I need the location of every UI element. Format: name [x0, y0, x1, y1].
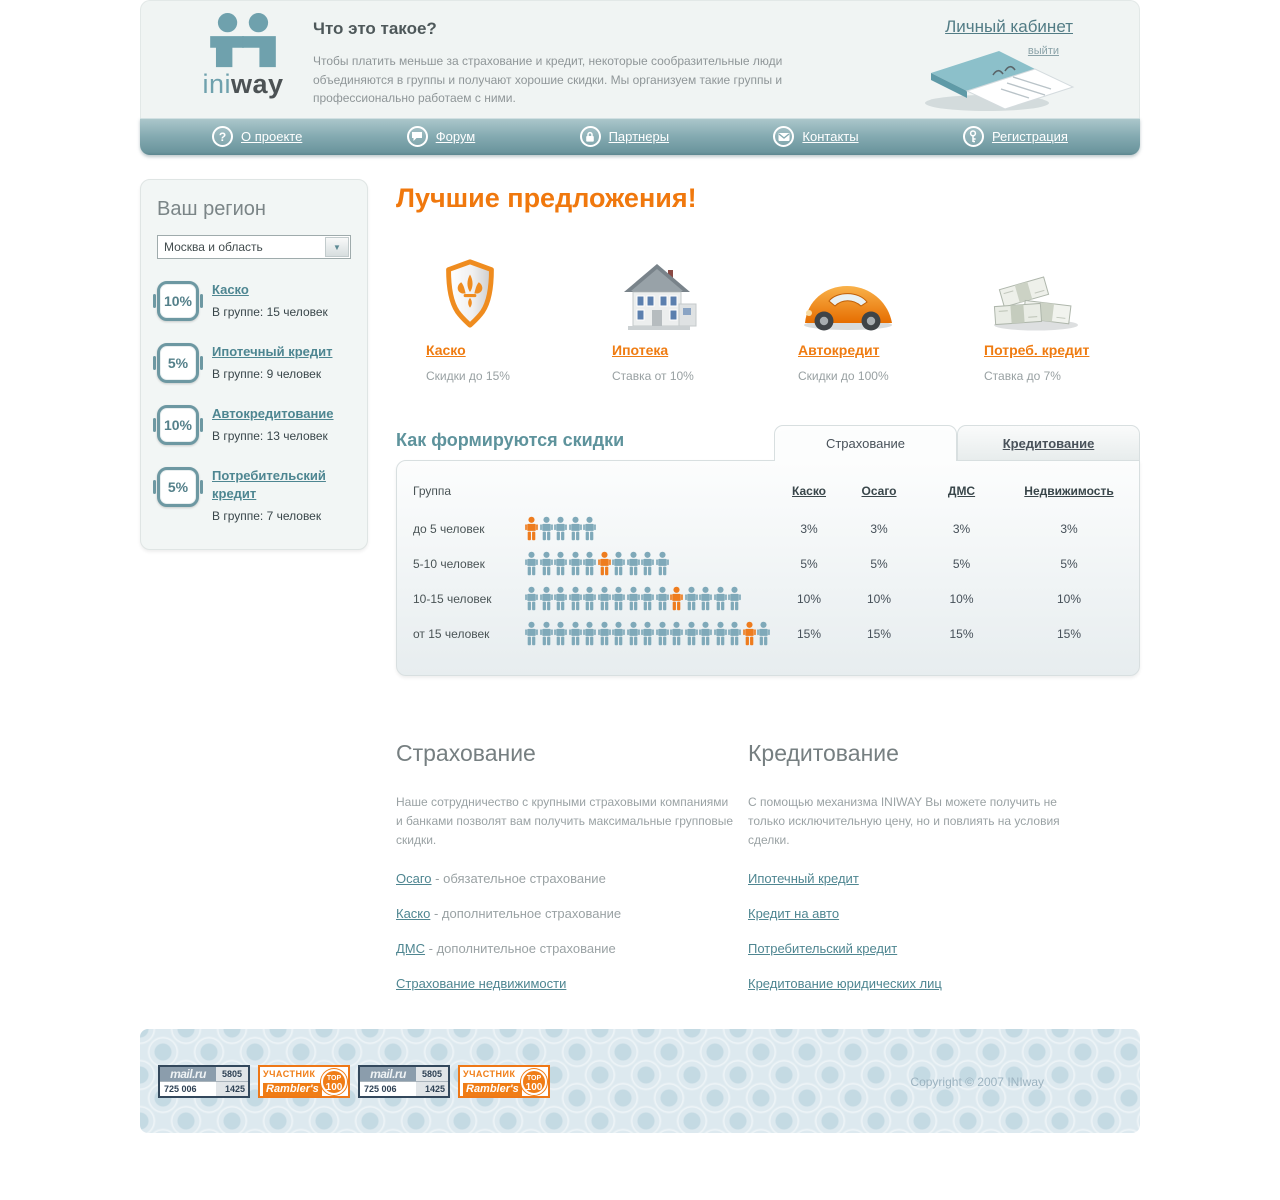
person-icon	[525, 621, 538, 646]
column-header-kasko[interactable]: Каско	[792, 484, 826, 498]
info-sections	[396, 740, 1140, 991]
link-dms[interactable]: ДМС	[396, 940, 426, 956]
key-icon	[963, 126, 984, 147]
nav-item-forum[interactable]	[407, 126, 476, 147]
mailru-visitors: 725 006	[160, 1081, 216, 1096]
rambler-member-label: УЧАСТНИК	[463, 1068, 516, 1079]
header-intro	[313, 19, 893, 108]
person-icon	[598, 586, 611, 611]
link-realty-insurance[interactable]: Страхование недвижимости	[396, 975, 567, 991]
lock-icon	[580, 126, 601, 147]
person-icon	[569, 551, 582, 576]
logo-people-icon	[204, 13, 282, 69]
page	[140, 0, 1140, 1133]
discount-value: 15%	[1056, 626, 1082, 641]
link-row	[748, 976, 1126, 991]
offer-card-autocredit	[768, 250, 954, 383]
person-icon	[583, 516, 596, 541]
person-icon	[641, 586, 654, 611]
nav-link-forum[interactable]: Форум	[435, 129, 476, 144]
person-icon	[569, 586, 582, 611]
person-icon	[612, 586, 625, 611]
offer-subtitle: Скидки до 15%	[426, 369, 510, 383]
discount-value: 5%	[1060, 556, 1078, 571]
link-row	[748, 906, 1126, 921]
discounts-tabs	[774, 425, 1140, 461]
sidebar-offer-group: В группе: 15 человек	[212, 305, 328, 319]
person-icon	[583, 586, 596, 611]
discount-value: 10%	[796, 591, 822, 606]
person-icon	[685, 586, 698, 611]
link-mortgage-credit[interactable]: Ипотечный кредит	[748, 870, 859, 886]
discount-value: 15%	[796, 626, 822, 641]
offer-subtitle: Скидки до 100%	[798, 369, 889, 383]
link-row	[396, 976, 748, 991]
sidebar-offer-kasko	[157, 281, 351, 321]
chevron-down-icon[interactable]: ▼	[325, 237, 349, 257]
person-icon	[569, 621, 582, 646]
sidebar-offer-link[interactable]: Ипотечный кредит	[212, 344, 333, 359]
mailru-hits: 1425	[216, 1081, 248, 1096]
discount-value: 5%	[870, 556, 888, 571]
sidebar-offer-group: В группе: 9 человек	[212, 367, 322, 381]
table-header-row	[413, 477, 1129, 505]
person-icon	[670, 621, 683, 646]
person-icon	[656, 621, 669, 646]
section-text: С помощью механизма INIWAY Вы можете получить не только исключительную цену, но и повлиять на условия сделки.	[748, 795, 1060, 848]
sidebar-offer-consumer	[157, 467, 351, 523]
personal-cabinet-link[interactable]: Личный кабинет	[945, 17, 1073, 36]
person-icon	[554, 586, 567, 611]
person-icon-highlighted	[743, 621, 756, 646]
nav-item-about[interactable]	[212, 126, 302, 147]
logo-way: way	[230, 69, 284, 99]
person-icon	[699, 621, 712, 646]
tab-insurance[interactable]	[774, 425, 957, 461]
row-label: до 5 человек	[413, 521, 485, 536]
person-icon	[583, 551, 596, 576]
envelope-icon	[773, 126, 794, 147]
top100-number: 100	[525, 1081, 543, 1093]
discount-value: 3%	[952, 521, 971, 536]
rambler-brand: Rambler's	[263, 1083, 322, 1096]
column-header-dms[interactable]: ДМС	[947, 484, 976, 498]
chat-icon	[407, 126, 428, 147]
rambler-brand: Rambler's	[463, 1083, 522, 1096]
person-icon	[554, 551, 567, 576]
person-icon	[540, 516, 553, 541]
region-sidebar	[140, 179, 368, 550]
top100-icon	[321, 1069, 347, 1095]
offer-link-autocredit[interactable]: Автокредит	[798, 342, 880, 358]
section-title: Кредитование	[748, 740, 899, 766]
discount-badge: 5%	[157, 467, 199, 507]
sidebar-offer-link[interactable]: Потребительский кредит	[212, 468, 326, 501]
person-icon	[540, 586, 553, 611]
nav-link-about[interactable]: О проекте	[241, 129, 303, 144]
tab-label: Страхование	[825, 436, 906, 451]
person-icon	[569, 516, 582, 541]
offer-card-consumer	[954, 250, 1140, 383]
mailru-top-value: 5805	[416, 1067, 448, 1082]
person-icon	[525, 551, 538, 576]
person-icon	[598, 621, 611, 646]
mailru-hits: 1425	[416, 1081, 448, 1096]
logo[interactable]	[185, 13, 301, 98]
offer-link-mortgage[interactable]: Ипотека	[612, 342, 669, 358]
logo-text	[185, 71, 301, 98]
link-row	[748, 871, 1126, 886]
section-insurance	[396, 740, 748, 991]
person-icon	[656, 586, 669, 611]
row-label: от 15 человек	[413, 626, 490, 641]
top100-number: 100	[325, 1081, 343, 1093]
people-pictogram	[525, 516, 774, 541]
table-row	[413, 616, 1129, 651]
offer-link-consumer[interactable]: Потреб. кредит	[984, 342, 1090, 358]
person-icon	[641, 621, 654, 646]
person-icon	[525, 586, 538, 611]
discount-value: 5%	[952, 556, 971, 571]
sidebar-offer-autocredit	[157, 405, 351, 445]
rambler-member-label: УЧАСТНИК	[263, 1068, 316, 1079]
row-label: 5-10 человек	[413, 556, 485, 571]
header	[140, 0, 1140, 118]
house-icon[interactable]	[612, 250, 768, 332]
table-row	[413, 581, 1129, 616]
intro-text: Чтобы платить меньше за страхование и кредит, некоторые сообразительные люди объединяются в группы и получают хорошие скидки. Мы организуем такие группы и профессионально работаем с ними.	[313, 54, 783, 106]
mailru-counter-badge[interactable]	[158, 1065, 250, 1098]
person-icon	[627, 621, 640, 646]
best-offers-title: Лучшие предложения!	[396, 183, 697, 213]
footer	[140, 1029, 1140, 1133]
top100-top-label: TOP	[526, 1074, 542, 1082]
person-icon-highlighted	[598, 551, 611, 576]
nav-link-contacts[interactable]: Контакты	[802, 129, 859, 144]
sidebar-offer-group: В группе: 7 человек	[212, 509, 322, 523]
discount-value: 3%	[1060, 521, 1078, 536]
table-row	[413, 511, 1129, 546]
mailru-counter-badge[interactable]	[358, 1065, 450, 1098]
discount-value: 3%	[870, 521, 888, 536]
folder-icon	[909, 43, 1087, 115]
best-offers-row	[396, 250, 1140, 383]
offer-card-kasko	[396, 250, 582, 383]
person-icon	[612, 621, 625, 646]
copyright: Copyright © 2007 INIway	[910, 1074, 1044, 1089]
link-row	[748, 941, 1126, 956]
person-icon	[627, 551, 640, 576]
discount-value: 10%	[866, 591, 892, 606]
mailru-logo: mail.ru	[160, 1067, 216, 1082]
people-pictogram	[525, 621, 774, 646]
logout-link[interactable]: выйти	[1027, 45, 1059, 57]
person-icon	[699, 586, 712, 611]
person-icon	[540, 551, 553, 576]
mailru-top-value: 5805	[216, 1067, 248, 1082]
main-nav	[140, 118, 1140, 155]
link-osago[interactable]: Осаго	[396, 870, 432, 886]
person-icon	[540, 621, 553, 646]
sidebar-offer-link[interactable]: Каско	[212, 282, 249, 297]
question-icon: ?	[212, 126, 233, 147]
person-icon-highlighted	[525, 516, 538, 541]
discount-value: 15%	[949, 626, 974, 641]
link-row	[396, 906, 748, 921]
link-kasko[interactable]: Каско	[396, 905, 431, 921]
link-suffix: - дополнительное страхование	[430, 905, 622, 921]
region-select-value: Москва и область	[164, 240, 263, 254]
mailru-visitors: 725 006	[360, 1081, 416, 1096]
discount-value: 10%	[1056, 591, 1082, 606]
nav-link-registration[interactable]: Регистрация	[991, 129, 1068, 144]
person-icon	[728, 586, 741, 611]
logo-ini: ini	[202, 69, 231, 99]
link-suffix: - обязательное страхование	[431, 870, 606, 886]
offer-subtitle: Ставка до 7%	[984, 369, 1061, 383]
discounts-header	[396, 425, 1140, 461]
page-title: Что это такое?	[313, 19, 437, 38]
link-suffix: - дополнительное страхование	[425, 940, 616, 956]
people-pictogram	[525, 586, 774, 611]
top100-icon	[521, 1069, 547, 1095]
counter-badges	[158, 1065, 550, 1098]
person-icon	[612, 551, 625, 576]
discount-badge: 10%	[157, 405, 199, 445]
offer-subtitle: Ставка от 10%	[612, 369, 694, 383]
discount-value: 15%	[866, 626, 892, 641]
section-text: Наше сотрудничество с крупными страховыми компаниями и банками позволят вам получить максимальные групповые скидки.	[396, 795, 734, 848]
rambler-top100-badge[interactable]	[258, 1065, 350, 1098]
person-icon	[641, 551, 654, 576]
region-select[interactable]	[157, 235, 351, 259]
nav-item-partners[interactable]	[580, 126, 669, 147]
section-credit	[748, 740, 1126, 991]
link-auto-credit[interactable]: Кредит на авто	[748, 905, 840, 921]
nav-item-registration[interactable]	[963, 126, 1068, 147]
sidebar-offer-group: В группе: 13 человек	[212, 429, 328, 443]
sidebar-offer-link[interactable]: Автокредитование	[212, 406, 334, 421]
tab-label: Кредитование	[1002, 436, 1095, 451]
nav-link-partners[interactable]: Партнеры	[608, 129, 670, 144]
column-header-realty[interactable]: Недвижимость	[1024, 484, 1114, 498]
link-consumer-credit[interactable]: Потребительский кредит	[748, 940, 898, 956]
discounts-title: Как формируются скидки	[396, 430, 625, 450]
person-icon	[757, 621, 770, 646]
offer-card-mortgage	[582, 250, 768, 383]
person-icon	[714, 586, 727, 611]
link-row	[396, 871, 748, 886]
row-label: 10-15 человек	[413, 591, 492, 606]
person-icon	[627, 586, 640, 611]
top100-top-label: TOP	[326, 1074, 342, 1082]
people-pictogram	[525, 551, 774, 576]
money-icon[interactable]	[984, 250, 1140, 332]
discount-badge: 5%	[157, 343, 199, 383]
rambler-top100-badge[interactable]	[458, 1065, 550, 1098]
person-icon	[685, 621, 698, 646]
person-icon	[583, 621, 596, 646]
discount-value: 3%	[800, 521, 818, 536]
discount-badge: 10%	[157, 281, 199, 321]
shield-icon[interactable]	[426, 250, 582, 332]
nav-item-contacts[interactable]	[773, 126, 858, 147]
column-header-group: Группа	[413, 484, 452, 498]
person-icon-highlighted	[670, 586, 683, 611]
person-icon	[554, 516, 567, 541]
discount-value: 10%	[949, 591, 974, 606]
discount-value: 5%	[800, 556, 818, 571]
table-row	[413, 546, 1129, 581]
person-icon	[728, 621, 741, 646]
link-row	[396, 941, 748, 956]
person-icon	[714, 621, 727, 646]
car-icon[interactable]	[798, 250, 954, 332]
section-title: Страхование	[396, 740, 536, 766]
main-content	[396, 179, 1140, 991]
sidebar-offer-mortgage	[157, 343, 351, 383]
person-icon	[656, 551, 669, 576]
discounts-table	[396, 460, 1140, 676]
offer-link-kasko[interactable]: Каско	[426, 342, 466, 358]
column-header-osago[interactable]: Осаго	[861, 484, 897, 498]
tab-credit[interactable]	[957, 425, 1140, 461]
person-icon	[554, 621, 567, 646]
mailru-logo: mail.ru	[360, 1067, 416, 1082]
sidebar-title: Ваш регион	[157, 198, 266, 220]
link-legal-credit[interactable]: Кредитование юридических лиц	[748, 975, 942, 991]
